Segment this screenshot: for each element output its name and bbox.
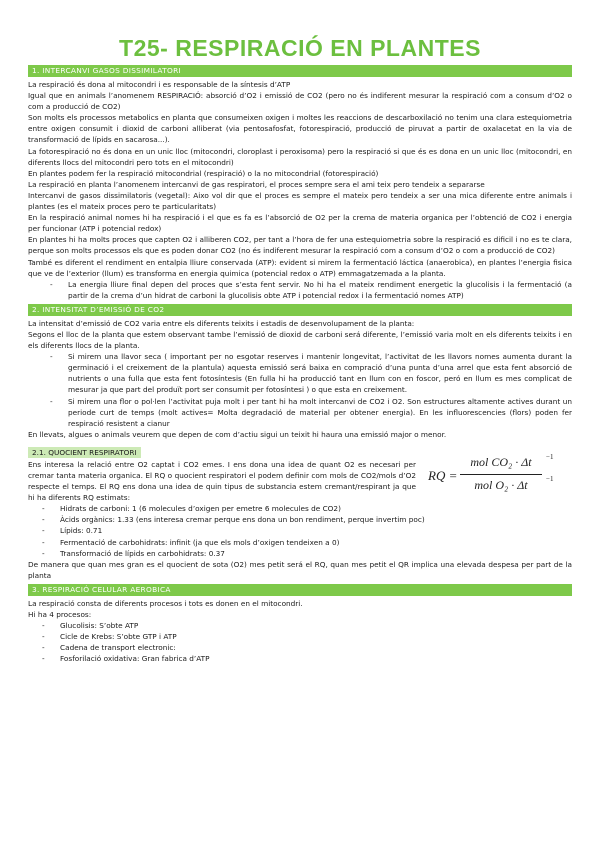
page-title: T25- RESPIRACIÓ EN PLANTES bbox=[119, 35, 481, 61]
paragraph: Segons el lloc de la planta que estem observant tambe l’emissió de dioxid de carboni será diferente, l’emissió varia molt en els diferents teixits i en els diferents llocs de la planta. bbox=[28, 329, 572, 351]
list-item: - Cadena de transport electronic: bbox=[28, 642, 572, 653]
section-heading-1: 1. INTERCANVI GASOS DISSIMILATORI bbox=[28, 65, 572, 77]
formula-lhs: RQ = bbox=[428, 467, 458, 483]
paragraph: Ens interesa la relació entre O2 captat i CO2 emes. I ens dona una idea de quant O2 es necesari per cremar tanta materia organica. El RQ o quocient respiratori el podem definir com mols de CO2/mols d’O2 respecte el temps. El RQ ens dona una idea de quin tipus de substancia estem cremant/respirant ja que hi ha diferents RQ estimats: bbox=[28, 459, 416, 503]
formula-exponent-denominator: −1 bbox=[546, 474, 554, 483]
subsection-heading-2-1: 2.1. QUOCIENT RESPIRATORI bbox=[28, 447, 141, 458]
formula-exponent-numerator: −1 bbox=[546, 452, 554, 461]
paragraph: La fotorespiració no és dona en un unic lloc (mitocondri, cloroplast i peroxisoma) pero la respiració si que és es dona en un unic lloc (mitocondri, en diferents llocs del mitocondri pero tots en el mitocondri) bbox=[28, 146, 572, 167]
paragraph: Hi ha 4 procesos: bbox=[28, 610, 92, 620]
list-item: - Transformació de lípids en carbohidrats: 0.37 bbox=[28, 548, 572, 559]
list-item: - Fermentació de carbohidrats: infinit (ja que els mols d’oxigen tendeixen a 0) bbox=[28, 537, 572, 548]
bullet-list bbox=[28, 620, 572, 664]
paragraph: La intensitat d’emissió de CO2 varia entre els diferents teixits i estadis de desenvolupament de la planta: bbox=[28, 318, 415, 328]
rq-formula bbox=[428, 452, 578, 499]
formula-numerator: mol CO₂ · Δt bbox=[470, 454, 532, 469]
bullet-list bbox=[28, 351, 572, 429]
paragraph: Son molts els processos metabolics en planta que consumeixen oxigen i moltes les reaccions de descarboxilació no tenim una clara estequiometria entre oxigen consumit i dioxid de carboni alliberat (via pentosafosfat, fotorespiració, producció de piruvat a partir de oxalacetat en la via de transformació de lípids en sacarosa...). bbox=[28, 113, 572, 145]
list-item: - Àcids orgànics: 1.33 (ens interesa cremar perque ens dona un bon rendiment, perque invertim poc) bbox=[28, 514, 572, 525]
list-item: - Si mirem una flor o pol·len l’activitat puja molt i per tant hi ha molt intercanvi de CO2 i O2. Son estructures altamente actives durant un periode curt de temps (molt actives= Molta degradació de material per obtener energia). En les influorescencies (flors) poden fer respiració resistent a cianur bbox=[28, 396, 572, 429]
paragraph: En la respiració animal nomes hi ha respiració i el que es fa es l’absorció de O2 per la crema de materia organica per l’obtenció de CO2 i energia per funcionar (ATP i potencial redox) bbox=[28, 213, 572, 234]
list-item: - La energia lliure final depen del proces que s’esta fent servir. No hi ha el mateix rendiment energetic la glucolisis i la fermentació (a partir de la crema d’un hidrat de carboni la glucolisis obte ATP i potencial redox i la fermentació nomes ATP) bbox=[28, 279, 572, 301]
list-item: - Lípids: 0.71 bbox=[28, 525, 572, 536]
bullet-list bbox=[28, 503, 572, 558]
paragraph: També es diferent el rendiment en entalpia lliure conservada (ATP): evident si mirem la fermentació láctica (anaerobica), en plantes l’energia fisica que ve de l’exterior (llum) es transforma en energia quimica (potencial redox o ATP) emmagatzemada a la planta. bbox=[28, 257, 572, 278]
fraction-bar bbox=[460, 474, 542, 475]
paragraph: En plantes podem fer la respiració mitocondrial (respiració) o la no mitocondrial (fotorespiració) bbox=[28, 168, 379, 178]
section-heading-3: 3. RESPIRACIÓ CELULAR AEROBICA bbox=[28, 584, 572, 596]
list-item: - Fosforilació oxidativa: Gran fabrica d’ATP bbox=[28, 653, 572, 664]
paragraph: Igual que en animals l’anomenem RESPIRACIÓ: absorció d’O2 i emissió de CO2 (pero no és indiferent mesurar la respiració com a consum d’O2 o com a producció de CO2) bbox=[28, 91, 572, 112]
paragraph: En llevats, algues o animals veurem que depen de com d’actiu sigui un teixit hi haura una emissió major o menor. bbox=[28, 429, 447, 439]
formula-denominator: mol O₂ · Δt bbox=[474, 477, 528, 492]
section-heading-2: 2. INTENSITAT D’EMISSIÓ DE CO2 bbox=[28, 304, 572, 316]
paragraph: La respiració consta de diferents procesos i tots es donen en el mitocondri. bbox=[28, 598, 303, 608]
paragraph: Intercanvi de gasos dissimilatoris (vegetal): Aixo vol dir que el proces es sempre el mateix pero tendeix a ser una mica diferente entre animals i plantes (es el mateix proces pero te particularitats) bbox=[28, 190, 572, 212]
list-item: - Glucolisis: S’obte ATP bbox=[28, 620, 572, 631]
bullet-list bbox=[28, 279, 572, 301]
list-item: - Cicle de Krebs: S’obte GTP i ATP bbox=[28, 631, 572, 642]
paragraph: En plantes hi ha molts proces que capten O2 i alliberen CO2, per tant a l’hora de fer una estequiometria sobre la respiració es dificil i no es te clara, perque son molts processos els que es poden donar CO2 (no és indiferent mesurar la respiració com a consum d’O2 o com a producció de CO2) bbox=[28, 235, 572, 256]
list-item: - Si mirem una llavor seca ( important per no esgotar reserves i mantenir longevitat, l’activitat de les llavors nomes aumenta durant la germinació i el creixement de la plantula) aquesta emissió será baixa en compració d’una punta d’una arrel que esta fent absorció de nutrients o una fulla que esta fent fotosíntesis (En fulla hi ha producció tant en llum con en foscor, peró en llum es mes complicat de mesurar ja que part del produït port ser consumit per fotosíntesi ) o que esta en creixement. bbox=[28, 351, 572, 395]
paragraph: De manera que quan mes gran es el quocient de sota (O2) mes petit será el RQ, quan mes petit el QR implica una elevada despesa per part de la planta bbox=[28, 559, 572, 580]
list-item: - Hidrats de carboni: 1 (6 molecules d’oxigen per emetre 6 molecules de CO2) bbox=[28, 503, 572, 514]
paragraph: La respiració en planta l’anomenem intercanvi de gas respiratori, el proces sempre sera el ami teix pero tendeix a separarse bbox=[28, 179, 485, 189]
paragraph: La respiració és dona al mitocondri i es responsable de la síntesis d’ATP bbox=[28, 80, 291, 89]
